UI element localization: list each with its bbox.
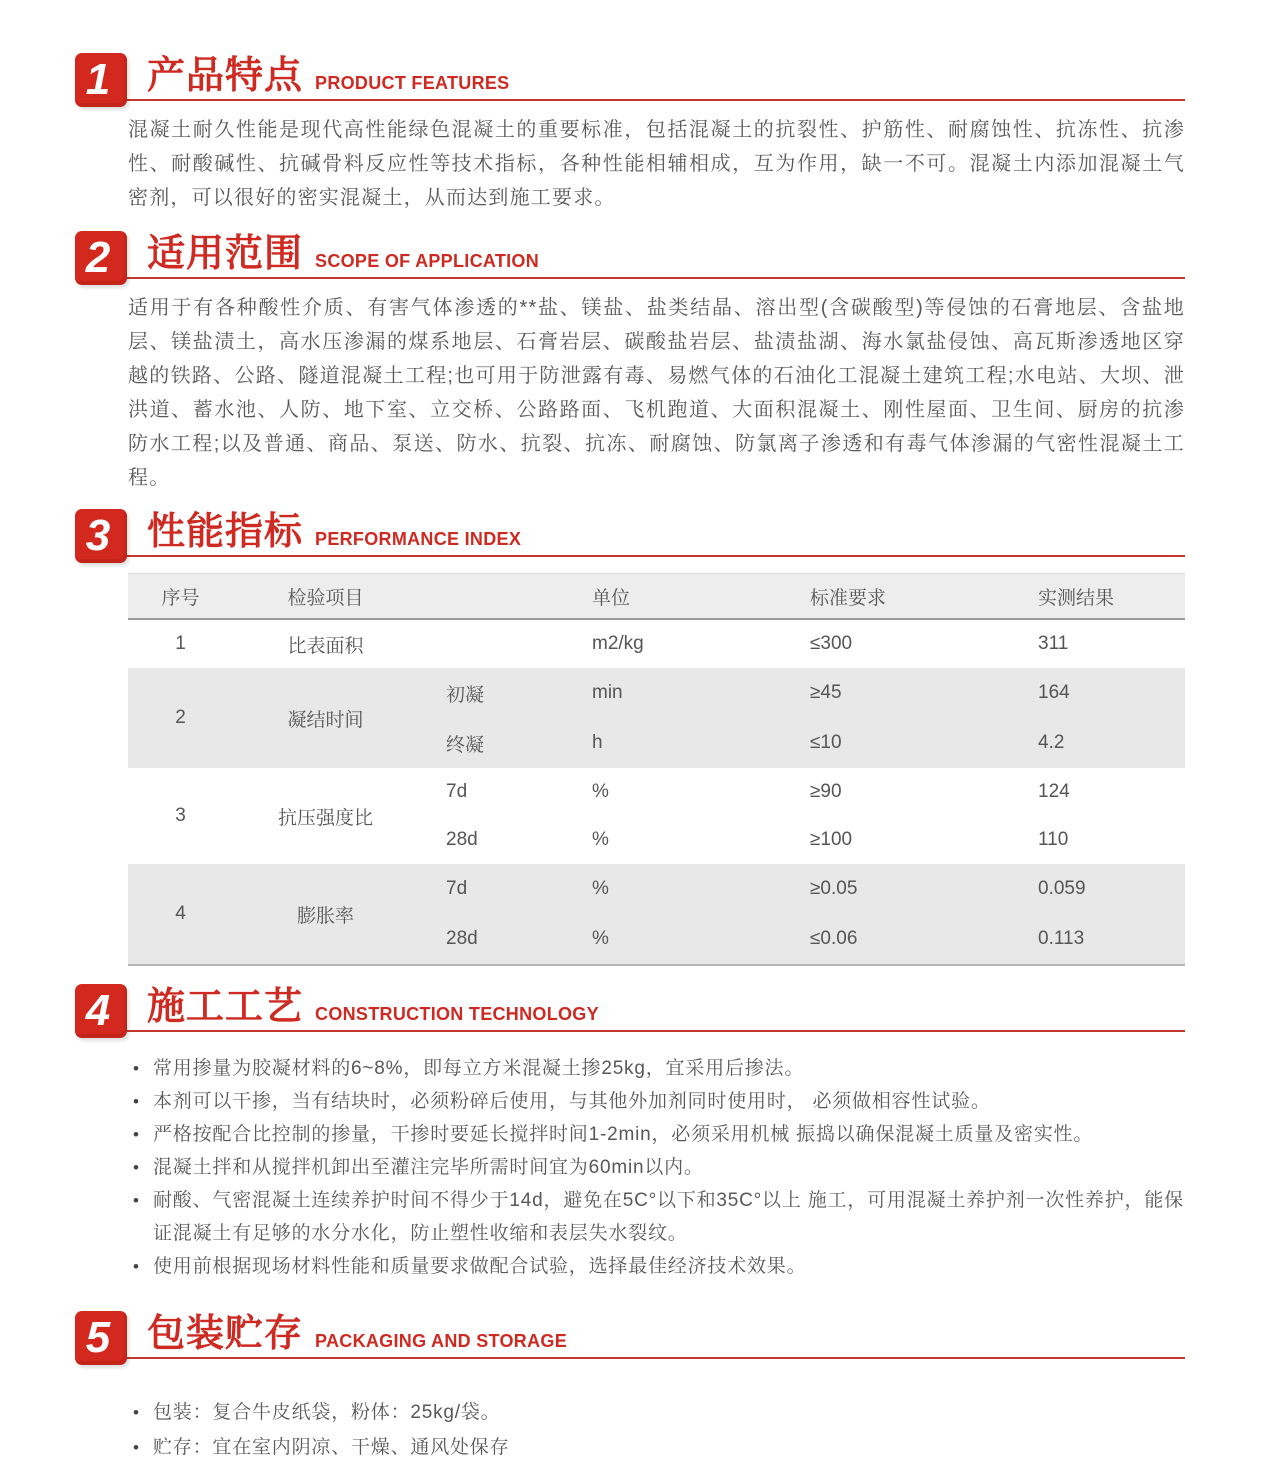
section-2-subtitle: SCOPE OF APPLICATION: [315, 251, 540, 271]
cell-no: 2: [175, 707, 186, 728]
cell-sub: [418, 620, 568, 668]
cell-result: 0.113: [1038, 928, 1085, 949]
bullet-icon: •: [133, 1257, 140, 1276]
cell-unit: %: [592, 781, 609, 802]
cell-result: 124: [1038, 781, 1070, 802]
table-row: [128, 620, 1185, 668]
cell-result: 311: [1038, 633, 1069, 654]
section-5-number-badge: [75, 1311, 127, 1365]
bullet-text: 耐酸、气密混凝土连续养护时间不得少于14d，避免在5C°以下和35C°以上 施工，可用混凝土养护剂一次性养护，能保证混凝土有足够的水分水化，防止塑性收缩和表层失水裂纹。: [153, 1190, 1184, 1244]
bullet-icon: •: [133, 1403, 140, 1422]
section-3-subtitle: PERFORMANCE INDEX: [315, 529, 522, 549]
section-2-header: [75, 231, 1185, 282]
section-1-number: 1: [85, 55, 111, 104]
section-packaging-and-storage: [75, 1311, 1185, 1465]
section-1-subtitle: PRODUCT FEATURES: [315, 73, 510, 93]
cell-unit: %: [592, 878, 609, 899]
section-2-number: 2: [85, 233, 111, 282]
bullet-icon: •: [133, 1158, 140, 1177]
table-row-group: [128, 768, 1185, 864]
bullet-text: 严格按配合比控制的掺量，干掺时要延长搅拌时间1-2min，必须采用机械 振捣以确保混凝土质量及密实性。: [153, 1124, 1094, 1145]
section-1-paragraph: 混凝土耐久性能是现代高性能绿色混凝土的重要标准，包括混凝土的抗裂性、护筋性、耐腐蚀性、抗冻性、抗渗性、耐酸碱性、抗碱骨料反应性等技术指标，各种性能相辅相成，互为作用，缺一不可。混凝土内添加混凝土气密剂，可以很好的密实混凝土，从而达到施工要求。: [128, 119, 1185, 209]
section-4-subtitle: CONSTRUCTION TECHNOLOGY: [315, 1004, 599, 1024]
cell-item: 凝结时间: [287, 709, 364, 731]
cell-sub: 28d: [446, 928, 478, 949]
cell-unit: min: [592, 682, 623, 703]
cell-no: 3: [175, 805, 186, 826]
section-3-header: [75, 509, 1185, 560]
section-4-number: 4: [85, 986, 111, 1035]
cell-no: 1: [175, 633, 186, 654]
table-header-no: 序号: [161, 587, 200, 609]
section-5-title: 包装贮存: [147, 1313, 304, 1356]
list-item: [133, 1151, 1185, 1184]
table-header-row: [128, 574, 1185, 620]
table-header-unit: 单位: [592, 587, 631, 609]
section-2-title: 适用范围: [147, 233, 304, 276]
section-3-number-badge: [75, 509, 127, 563]
cell-item: 抗压强度比: [277, 807, 373, 829]
cell-standard: ≥90: [810, 781, 842, 802]
cell-sub: 初凝: [446, 684, 485, 706]
cell-sub: 终凝: [446, 734, 485, 756]
cell-result: 110: [1038, 829, 1069, 850]
table-row-group: [128, 668, 1185, 768]
section-5-header: [75, 1311, 1185, 1362]
section-4-number-badge: [75, 984, 127, 1038]
construction-bullet-list: [133, 1052, 1185, 1283]
cell-standard: ≥45: [810, 682, 842, 703]
section-3-number: 3: [85, 511, 111, 560]
table-header-standard: 标准要求: [810, 587, 887, 609]
cell-standard: ≥0.05: [810, 878, 858, 899]
list-item: [133, 1250, 1185, 1283]
cell-sub: 7d: [446, 781, 468, 802]
cell-no: 4: [175, 903, 186, 924]
bullet-icon: •: [133, 1092, 140, 1111]
bullet-text: 常用掺量为胶凝材料的6~8%，即每立方米混凝土掺25kg，宜采用后掺法。: [153, 1058, 805, 1079]
table-header-result: 实测结果: [1038, 587, 1115, 609]
bullet-text: 本剂可以干掺，当有结块时，必须粉碎后使用，与其他外加剂同时使用时， 必须做相容性试验。: [153, 1091, 991, 1112]
section-5-subtitle: PACKAGING AND STORAGE: [315, 1331, 567, 1351]
section-4-title: 施工工艺: [147, 986, 304, 1029]
section-1-header: [75, 53, 1185, 104]
section-3-title: 性能指标: [147, 511, 304, 554]
cell-standard: ≥100: [810, 829, 853, 850]
bullet-icon: •: [133, 1125, 140, 1144]
section-performance-index: [75, 509, 1185, 966]
bullet-icon: •: [133, 1191, 140, 1210]
section-scope-of-application: [75, 231, 1185, 495]
section-product-features: [75, 0, 1185, 215]
bullet-text: 混凝土拌和从搅拌机卸出至灌注完毕所需时间宜为60min以内。: [153, 1157, 704, 1178]
list-item: [133, 1052, 1185, 1085]
cell-item: 膨胀率: [296, 905, 354, 927]
list-item: [133, 1085, 1185, 1118]
section-construction-technology: [75, 984, 1185, 1283]
cell-result: 0.059: [1038, 878, 1086, 899]
section-4-header: [75, 984, 1185, 1035]
section-2-paragraph: 适用于有各种酸性介质、有害气体渗透的**盐、镁盐、盐类结晶、溶出型(含碳酸型)等侵蚀的石膏地层、含盐地层、镁盐渍土，高水压渗漏的煤系地层、石膏岩层、碳酸盐岩层、盐渍盐湖、海水氯盐侵蚀、高瓦斯渗透地区穿越的铁路、公路、隧道混凝土工程;也可用于防泄露有毒、易燃气体的石油化工混凝土建筑工程;水电站、大坝、泄洪道、蓄水池、人防、地下室、立交桥、公路路面、飞机跑道、大面积混凝土、刚性屋面、卫生间、厨房的抗渗防水工程;以及普通、商品、泵送、防水、抗裂、抗冻、耐腐蚀、防氯离子渗透和有毒气体渗漏的气密性混凝土工程。: [128, 297, 1185, 489]
cell-item: 比表面积: [287, 635, 364, 657]
list-item: [133, 1430, 1185, 1465]
cell-unit: %: [592, 829, 609, 850]
bullet-icon: •: [133, 1438, 140, 1457]
section-1-title: 产品特点: [147, 55, 304, 98]
cell-result: 4.2: [1038, 732, 1065, 753]
list-item: [133, 1118, 1185, 1151]
performance-table: [128, 573, 1185, 966]
bullet-text: 使用前根据现场材料性能和质量要求做配合试验，选择最佳经济技术效果。: [153, 1256, 807, 1277]
section-5-number: 5: [85, 1313, 111, 1362]
packaging-bullet-list: [133, 1395, 1185, 1465]
cell-standard: ≤0.06: [810, 928, 858, 949]
list-item: [133, 1395, 1185, 1430]
table-row-group: [128, 864, 1185, 964]
table-header-item: 检验项目: [287, 587, 364, 609]
section-1-number-badge: [75, 53, 127, 107]
cell-unit: m2/kg: [592, 633, 644, 654]
bullet-icon: •: [133, 1059, 140, 1078]
cell-sub: 7d: [446, 878, 468, 899]
cell-unit: h: [592, 732, 603, 753]
bullet-text: 包装：复合牛皮纸袋，粉体：25kg/袋。: [153, 1402, 501, 1423]
cell-unit: %: [592, 928, 609, 949]
table-header-empty: [418, 574, 568, 618]
cell-sub: 28d: [446, 829, 478, 850]
cell-standard: ≤300: [810, 633, 853, 654]
list-item: [133, 1184, 1185, 1250]
bullet-text: 贮存：宜在室内阴凉、干燥、通风处保存: [153, 1437, 510, 1458]
section-2-number-badge: [75, 231, 127, 285]
cell-standard: ≤10: [810, 732, 842, 753]
cell-result: 164: [1038, 682, 1070, 703]
